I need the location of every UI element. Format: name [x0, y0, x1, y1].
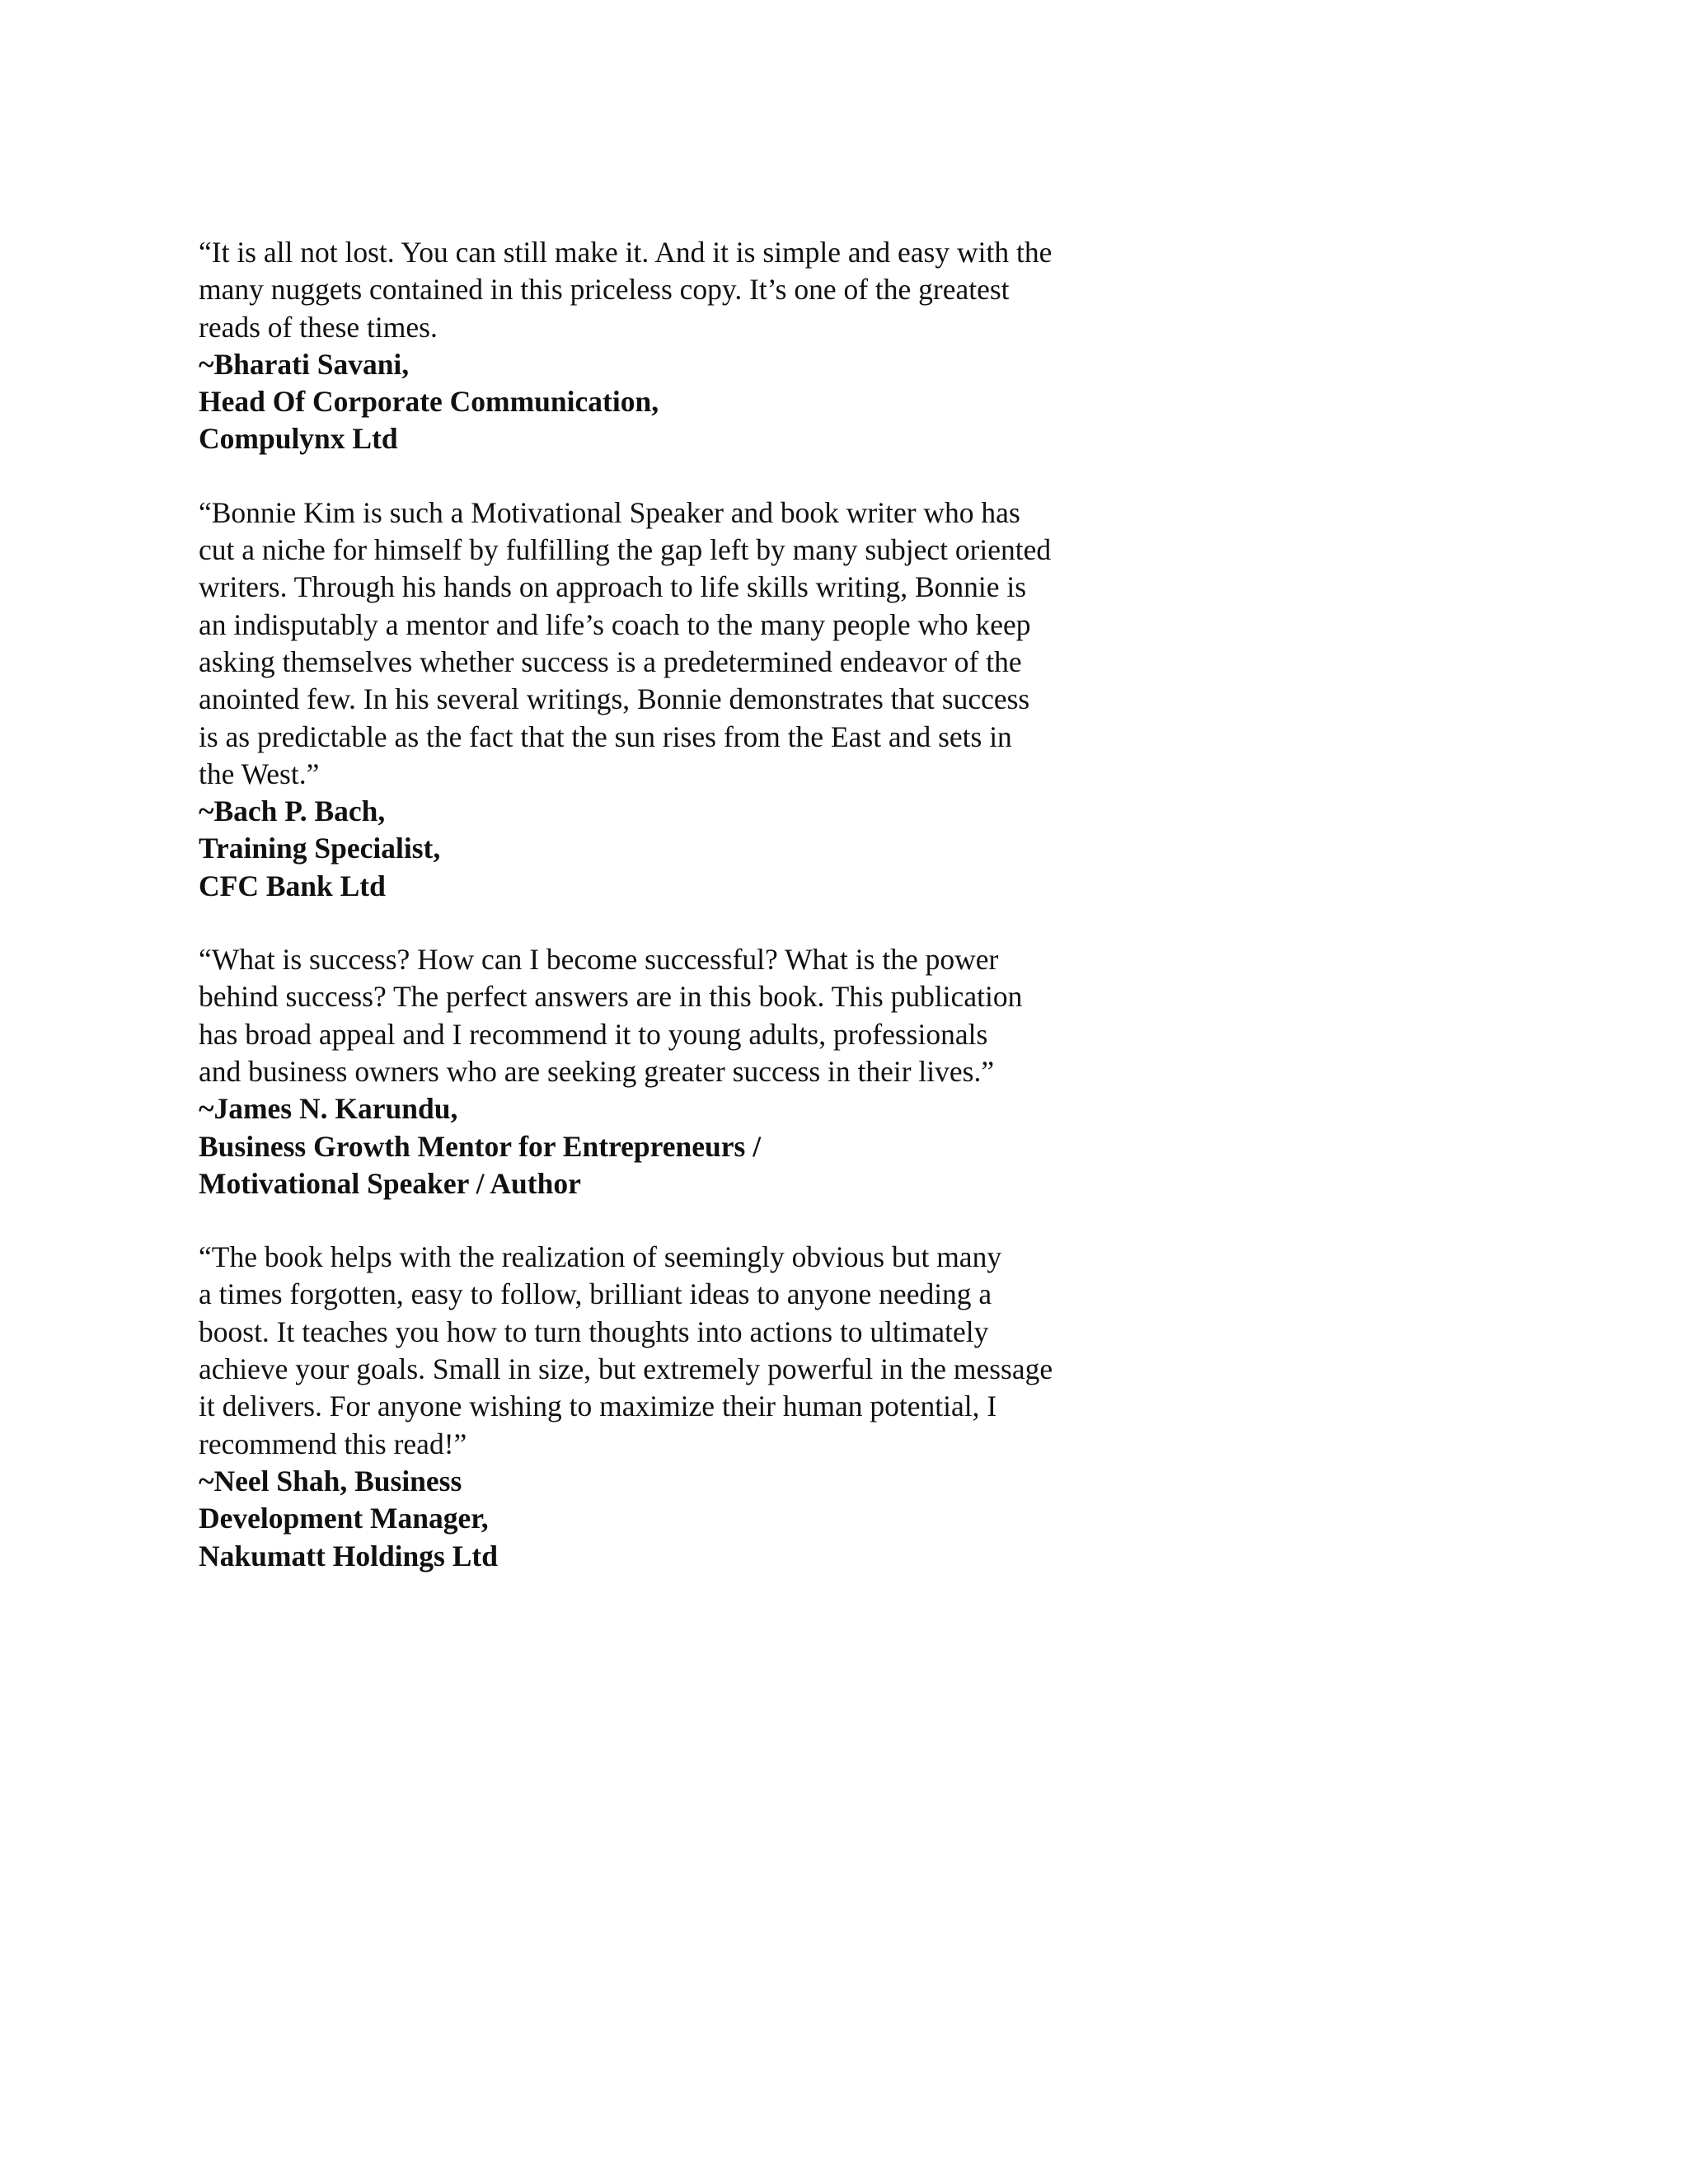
attribution-name: ~James N. Karundu,	[199, 1092, 458, 1126]
quote-line: has broad appeal and I recommend it to young adults, professionals	[199, 1017, 988, 1051]
quote-line: it delivers. For anyone wishing to maximize their human potential, I	[199, 1390, 997, 1423]
quote-line: and business owners who are seeking greater success in their lives.”	[199, 1054, 995, 1088]
attribution-title: Head Of Corporate Communication,	[199, 385, 659, 419]
attribution-title: Business Growth Mentor for Entrepreneurs /	[199, 1129, 762, 1163]
quote-line: recommend this read!”	[199, 1427, 467, 1460]
quote-line: the West.”	[199, 757, 320, 790]
quote-line: behind success? The perfect answers are in this book. This publication	[199, 980, 1023, 1014]
quote-line: a times forgotten, easy to follow, brilliant ideas to anyone needing a	[199, 1277, 992, 1311]
quote-line: reads of these times.	[199, 310, 438, 344]
quote-line: anointed few. In his several writings, Bonnie demonstrates that success	[199, 682, 1030, 716]
quote-line: cut a niche for himself by fulfilling the gap left by many subject oriented	[199, 533, 1052, 567]
testimonial-neel-shah	[199, 1239, 1229, 1575]
attribution-name: ~Bharati Savani,	[199, 347, 410, 381]
quote-line: “What is success? How can I become successful? What is the power	[199, 943, 999, 977]
testimonial-bach-p-bach	[199, 494, 1229, 905]
attribution-title: Motivational Speaker / Author	[199, 1166, 581, 1200]
quote-line: an indisputably a mentor and life’s coach to the many people who keep	[199, 607, 1031, 641]
quote-line: “It is all not lost. You can still make it. And it is simple and easy with the	[199, 236, 1053, 269]
quote-line: “The book helps with the realization of seemingly obvious but many	[199, 1240, 1002, 1274]
attribution-company: Nakumatt Holdings Ltd	[199, 1539, 498, 1572]
quote-line: achieve your goals. Small in size, but extremely powerful in the message	[199, 1352, 1053, 1386]
attribution-name: ~Neel Shah, Business	[199, 1464, 462, 1497]
quote-line: “Bonnie Kim is such a Motivational Speaker and book writer who has	[199, 495, 1020, 529]
testimonial-james-n-karundu	[199, 941, 1229, 1202]
quote-line: writers. Through his hands on approach to life skills writing, Bonnie is	[199, 570, 1027, 604]
quote-line: many nuggets contained in this priceless copy. It’s one of the greatest	[199, 273, 1010, 307]
attribution-name: ~Bach P. Bach,	[199, 794, 386, 828]
attribution-title: Development Manager,	[199, 1502, 489, 1535]
quote-line: asking themselves whether success is a predetermined endeavor of the	[199, 644, 1022, 678]
attribution-company: Compulynx Ltd	[199, 422, 398, 456]
attribution-title: Training Specialist,	[199, 832, 441, 865]
quote-line: is as predictable as the fact that the sun rises from the East and sets in	[199, 719, 1012, 753]
testimonials-list	[199, 234, 1229, 1611]
quote-line: boost. It teaches you how to turn thoughts into actions to ultimately	[199, 1315, 989, 1348]
attribution-company: CFC Bank Ltd	[199, 869, 386, 902]
testimonial-bharati-savani	[199, 234, 1229, 458]
